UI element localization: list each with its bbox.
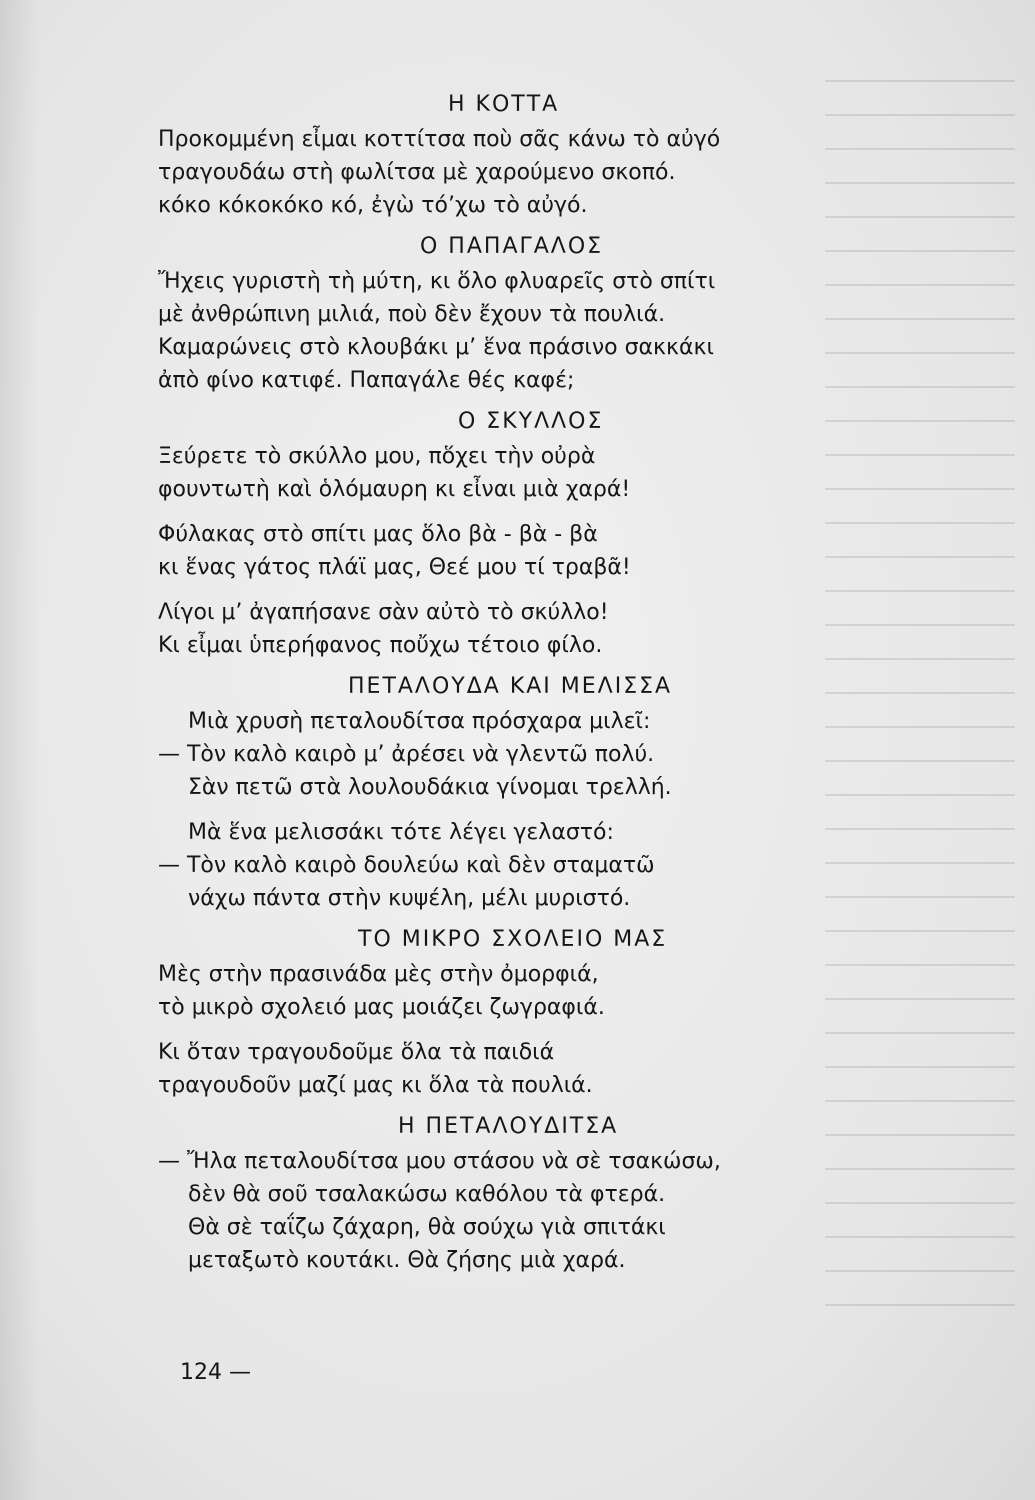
- verse-line: τὸ μικρὸ σχολειό μας μοιάζει ζωγραφιά.: [158, 995, 605, 1020]
- poem: [158, 927, 838, 1102]
- stanza: [158, 705, 838, 804]
- verse-line: κι ἕνας γάτος πλάϊ μας, Θεέ μου τί τραβᾶ!: [158, 555, 631, 580]
- verse-line: — Τὸν καλὸ καιρὸ δουλεύω καὶ δὲν σταματῶ: [158, 853, 655, 878]
- verse-line: νάχω πάντα στὴν κυψέλη, μέλι μυριστό.: [188, 886, 631, 911]
- stanza: [158, 440, 838, 506]
- verse-line: Ἤχεις γυριστὴ τὴ μύτη, κι ὅλο φλυαρεῖς στὸ σπίτι: [158, 269, 716, 294]
- gutter-shadow: [0, 0, 40, 1500]
- poem-title: ΠΕΤΑΛΟΥΔΑ ΚΑΙ ΜΕΛΙΣΣΑ: [348, 674, 673, 699]
- stanza: [158, 958, 838, 1024]
- poem-title: Ο ΣΚΥΛΛΟΣ: [458, 409, 604, 434]
- verse-line: ἀπὸ φίνο κατιφέ. Παπαγάλε θές καφέ;: [158, 368, 575, 393]
- verse-line: — Ἤλα πεταλουδίτσα μου στάσου νὰ σὲ τσακώσω,: [158, 1149, 721, 1174]
- page-number: 124 —: [180, 1360, 251, 1385]
- stanza: [158, 1145, 838, 1277]
- verse-line: Μιὰ χρυσὴ πεταλουδίτσα πρόσχαρα μιλεῖ:: [188, 709, 651, 734]
- verse-line: Προκομμένη εἶμαι κοττίτσα ποὺ σᾶς κάνω τὸ αὐγό: [158, 127, 721, 152]
- stanza: [158, 596, 838, 662]
- verse-line: κόκο κόκοκόκο κό, ἐγὼ τό’χω τὸ αὐγό.: [158, 193, 588, 218]
- verse-line: Μὰ ἕνα μελισσάκι τότε λέγει γελαστό:: [188, 820, 614, 845]
- poem: [158, 1114, 838, 1277]
- verse-line: τραγουδοῦν μαζί μας κι ὅλα τὰ πουλιά.: [158, 1073, 593, 1098]
- stanza: [158, 518, 838, 584]
- poem: [158, 92, 838, 222]
- poem-title: Ο ΠΑΠΑΓΑΛΟΣ: [420, 234, 604, 259]
- stanza: [158, 1036, 838, 1102]
- poem: [158, 234, 838, 397]
- verse-line: Θὰ σὲ ταΐζω ζάχαρη, θὰ σούχω γιὰ σπιτάκι: [188, 1215, 666, 1240]
- verse-line: τραγουδάω στὴ φωλίτσα μὲ χαρούμενο σκοπό.: [158, 160, 676, 185]
- stanza: [158, 816, 838, 915]
- stanza: [158, 123, 838, 222]
- verse-line: δὲν θὰ σοῦ τσαλακώσω καθόλου τὰ φτερά.: [188, 1182, 666, 1207]
- verse-line: μεταξωτὸ κουτάκι. Θὰ ζήσης μιὰ χαρά.: [188, 1248, 626, 1273]
- poem: [158, 674, 838, 915]
- poems-column: [158, 92, 838, 1289]
- verse-line: Ξεύρετε τὸ σκύλλο μου, πὅχει τὴν οὐρὰ: [158, 444, 596, 469]
- poem-title: ΤΟ ΜΙΚΡΟ ΣΧΟΛΕΙΟ ΜΑΣ: [358, 927, 668, 952]
- verse-line: Κι εἶμαι ὑπερήφανος ποὔχω τέτοιο φίλο.: [158, 633, 603, 658]
- stanza: [158, 265, 838, 397]
- verse-line: Λίγοι μ’ ἀγαπήσανε σὰν αὐτὸ τὸ σκύλλο!: [158, 600, 609, 625]
- show-through-text: [825, 80, 1015, 1320]
- verse-line: — Τὸν καλὸ καιρὸ μ’ ἀρέσει νὰ γλεντῶ πολύ.: [158, 742, 655, 767]
- verse-line: φουντωτὴ καὶ ὁλόμαυρη κι εἶναι μιὰ χαρά!: [158, 477, 631, 502]
- verse-line: Φύλακας στὸ σπίτι μας ὅλο βὰ - βὰ - βὰ: [158, 522, 598, 547]
- verse-line: Καμαρώνεις στὸ κλουβάκι μ’ ἕνα πράσινο σακκάκι: [158, 335, 714, 360]
- poem-title: Η ΠΕΤΑΛΟΥΔΙΤΣΑ: [398, 1114, 619, 1139]
- verse-line: Σὰν πετῶ στὰ λουλουδάκια γίνομαι τρελλή.: [188, 775, 672, 800]
- verse-line: Κι ὅταν τραγουδοῦμε ὅλα τὰ παιδιά: [158, 1040, 555, 1065]
- poem: [158, 409, 838, 662]
- verse-line: Μὲς στὴν πρασινάδα μὲς στὴν ὀμορφιά,: [158, 962, 599, 987]
- poem-title: Η ΚΟΤΤΑ: [448, 92, 560, 117]
- verse-line: μὲ ἀνθρώπινη μιλιά, ποὺ δὲν ἔχουν τὰ πουλιά.: [158, 302, 666, 327]
